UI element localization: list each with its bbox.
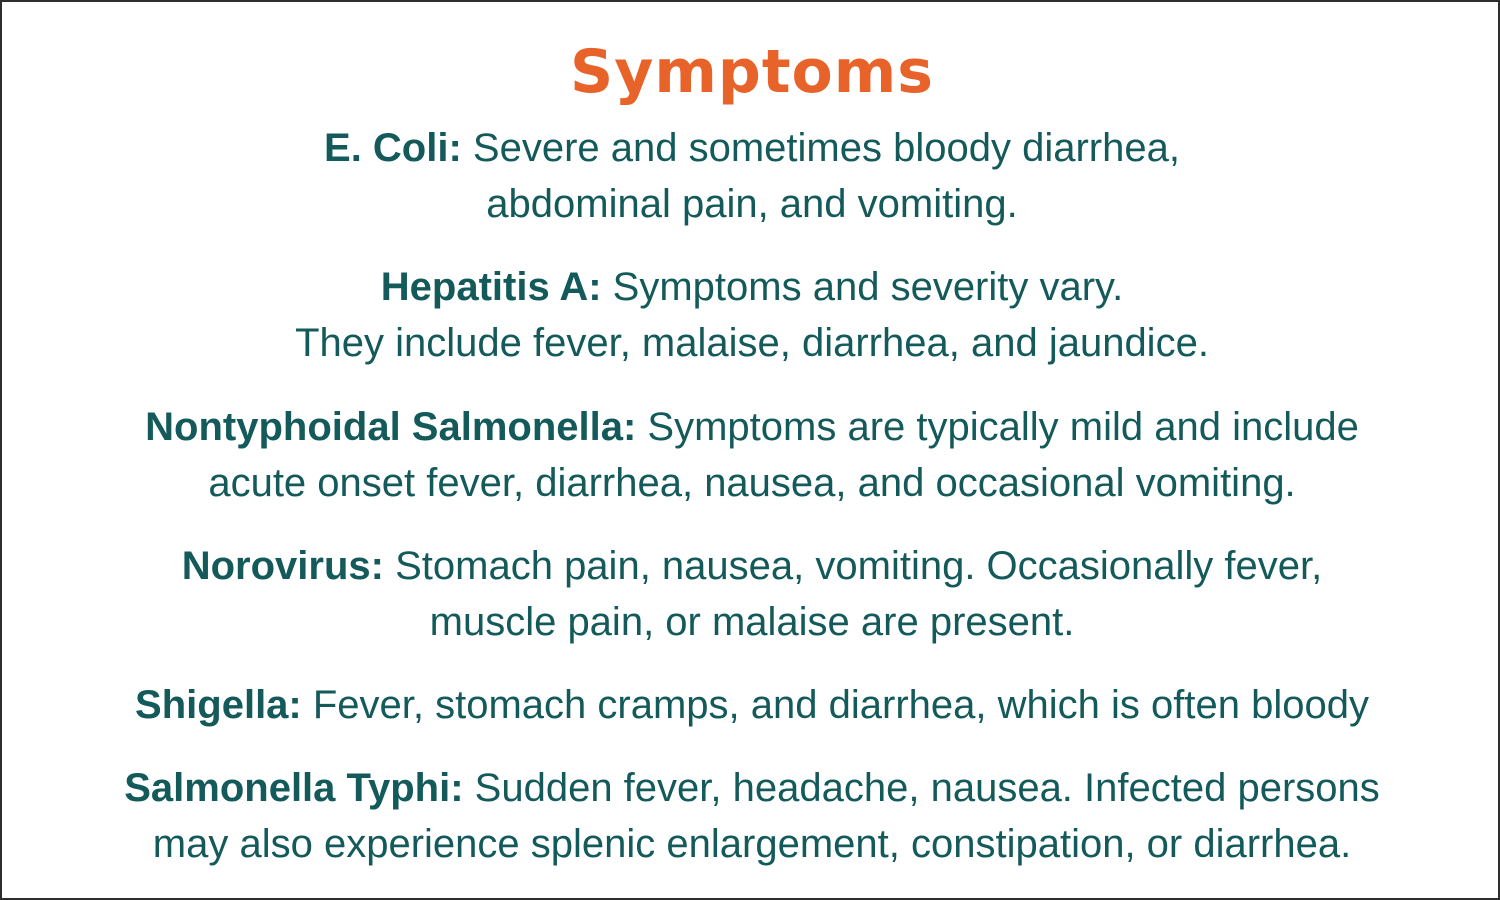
symptom-entry-nontyphoidal-salmonella <box>32 399 1472 511</box>
entry-line-1 <box>32 259 1472 315</box>
symptom-entry-norovirus <box>32 538 1472 650</box>
entry-line-1 <box>32 677 1472 733</box>
entry-line-1 <box>32 760 1472 816</box>
entry-line-2: They include fever, malaise, diarrhea, and jaundice. <box>295 321 1209 365</box>
entry-text: Sudden fever, headache, nausea. Infected persons <box>463 766 1380 810</box>
entry-line-1 <box>32 538 1472 594</box>
entry-text: Severe and sometimes bloody diarrhea, <box>461 126 1180 170</box>
symptom-entry-salmonella-typhi <box>32 760 1472 872</box>
entry-name: Norovirus: <box>181 544 384 588</box>
entry-name: Shigella: <box>135 683 302 727</box>
symptom-entry-hepatitis-a <box>32 259 1472 371</box>
entry-line-2: abdominal pain, and vomiting. <box>486 182 1018 226</box>
entry-text: Fever, stomach cramps, and diarrhea, which is often bloody <box>301 683 1369 727</box>
entry-line-2: muscle pain, or malaise are present. <box>429 600 1075 644</box>
symptom-entry-shigella <box>32 677 1472 733</box>
entry-line-2: acute onset fever, diarrhea, nausea, and occasional vomiting. <box>208 461 1296 505</box>
entry-name: E. Coli: <box>324 126 462 170</box>
entry-name: Hepatitis A: <box>380 265 602 309</box>
entry-text: Symptoms and severity vary. <box>601 265 1124 309</box>
entry-line-2: may also experience splenic enlargement, constipation, or diarrhea. <box>152 822 1352 866</box>
entry-name: Nontyphoidal Salmonella: <box>145 405 637 449</box>
entry-text: Symptoms are typically mild and include <box>636 405 1359 449</box>
symptom-entry-e-coli <box>32 120 1472 232</box>
entry-line-1 <box>32 120 1472 176</box>
entry-text: Stomach pain, nausea, vomiting. Occasionally fever, <box>383 544 1323 588</box>
page-title: Symptoms <box>570 37 934 107</box>
entry-line-1 <box>32 399 1472 455</box>
entry-name: Salmonella Typhi: <box>124 766 464 810</box>
